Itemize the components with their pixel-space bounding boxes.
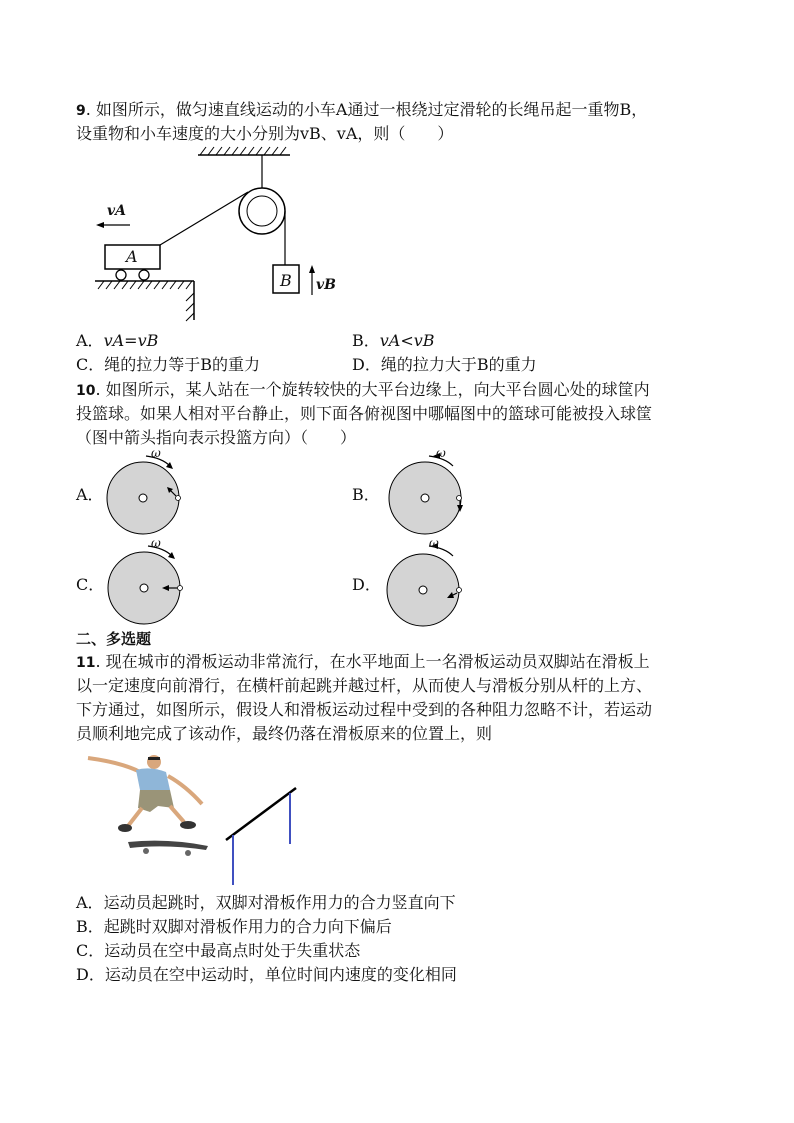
q11-line4: 员顺利地完成了该动作，最终仍落在滑板原来的位置上，则 (76, 724, 493, 743)
q10-disk-c[interactable] (106, 538, 196, 628)
q10-omega-d: ω (429, 536, 439, 550)
q9-label-va: vA (107, 203, 126, 219)
q9-option-a[interactable]: A．vA=vB (76, 331, 159, 350)
q9-line1: 9. 如图所示，做匀速直线运动的小车A通过一根绕过定滑轮的长绳吊起一重物B， (76, 100, 648, 119)
q10-option-a-label[interactable]: A． (76, 485, 104, 504)
q11-line1: 11. 现在城市的滑板运动非常流行，在水平地面上一名滑板运动员双脚站在滑板上 (76, 652, 650, 671)
q11-option-b[interactable]: B．起跳时双脚对滑板作用力的合力向下偏后 (76, 917, 392, 936)
q11-line2: 以一定速度向前滑行，在横杆前起跳并越过杆，从而使人与滑板分别从杆的上方、 (76, 676, 653, 695)
q9-label-b: B (280, 271, 292, 290)
q10-number: 10 (76, 383, 96, 399)
q10-disk-b[interactable] (385, 448, 475, 538)
q9-option-d[interactable]: D．绳的拉力大于B的重力 (352, 355, 537, 374)
q11-number: 11 (76, 655, 96, 671)
q9-label-vb: vB (316, 277, 336, 293)
section-title-multiple-choice: 二、多选题 (76, 630, 152, 648)
q10-option-d-label[interactable]: D． (352, 575, 381, 594)
q9-pulley-figure (90, 145, 350, 325)
q9-line2: 设重物和小车速度的大小分别为vB、vA，则（ ） (76, 124, 454, 143)
q10-option-b-label[interactable]: B． (352, 485, 380, 504)
q9-number: 9 (76, 103, 86, 119)
q10-line1: 10. 如图所示，某人站在一个旋转较快的大平台边缘上，向大平台圆心处的球筐内 (76, 380, 650, 399)
q10-line2: 投篮球。如果人相对平台静止，则下面各俯视图中哪幅图中的篮球可能被投入球筐 (76, 404, 653, 423)
q10-line3: （图中箭头指向表示投篮方向）（ ） (76, 428, 357, 447)
q9-option-b[interactable]: B．vA<vB (352, 331, 435, 350)
q10-omega-c: ω (151, 536, 161, 550)
q9-label-a: A (126, 247, 138, 266)
q10-disk-a[interactable] (106, 448, 196, 538)
q11-option-d[interactable]: D．运动员在空中运动时，单位时间内速度的变化相同 (76, 965, 457, 984)
q11-line3: 下方通过，如图所示，假设人和滑板运动过程中受到的各种阻力忽略不计，若运动 (76, 700, 653, 719)
q10-omega-a: ω (151, 446, 161, 460)
q11-skateboard-figure (78, 750, 308, 890)
q11-option-a[interactable]: A．运动员起跳时，双脚对滑板作用力的合力竖直向下 (76, 893, 456, 912)
q10-option-c-label[interactable]: C． (76, 575, 105, 594)
q11-option-c[interactable]: C．运动员在空中最高点时处于失重状态 (76, 941, 361, 960)
q10-disk-d[interactable] (383, 538, 473, 628)
q9-option-c[interactable]: C．绳的拉力等于B的重力 (76, 355, 261, 374)
q10-omega-b: ω (436, 446, 446, 460)
